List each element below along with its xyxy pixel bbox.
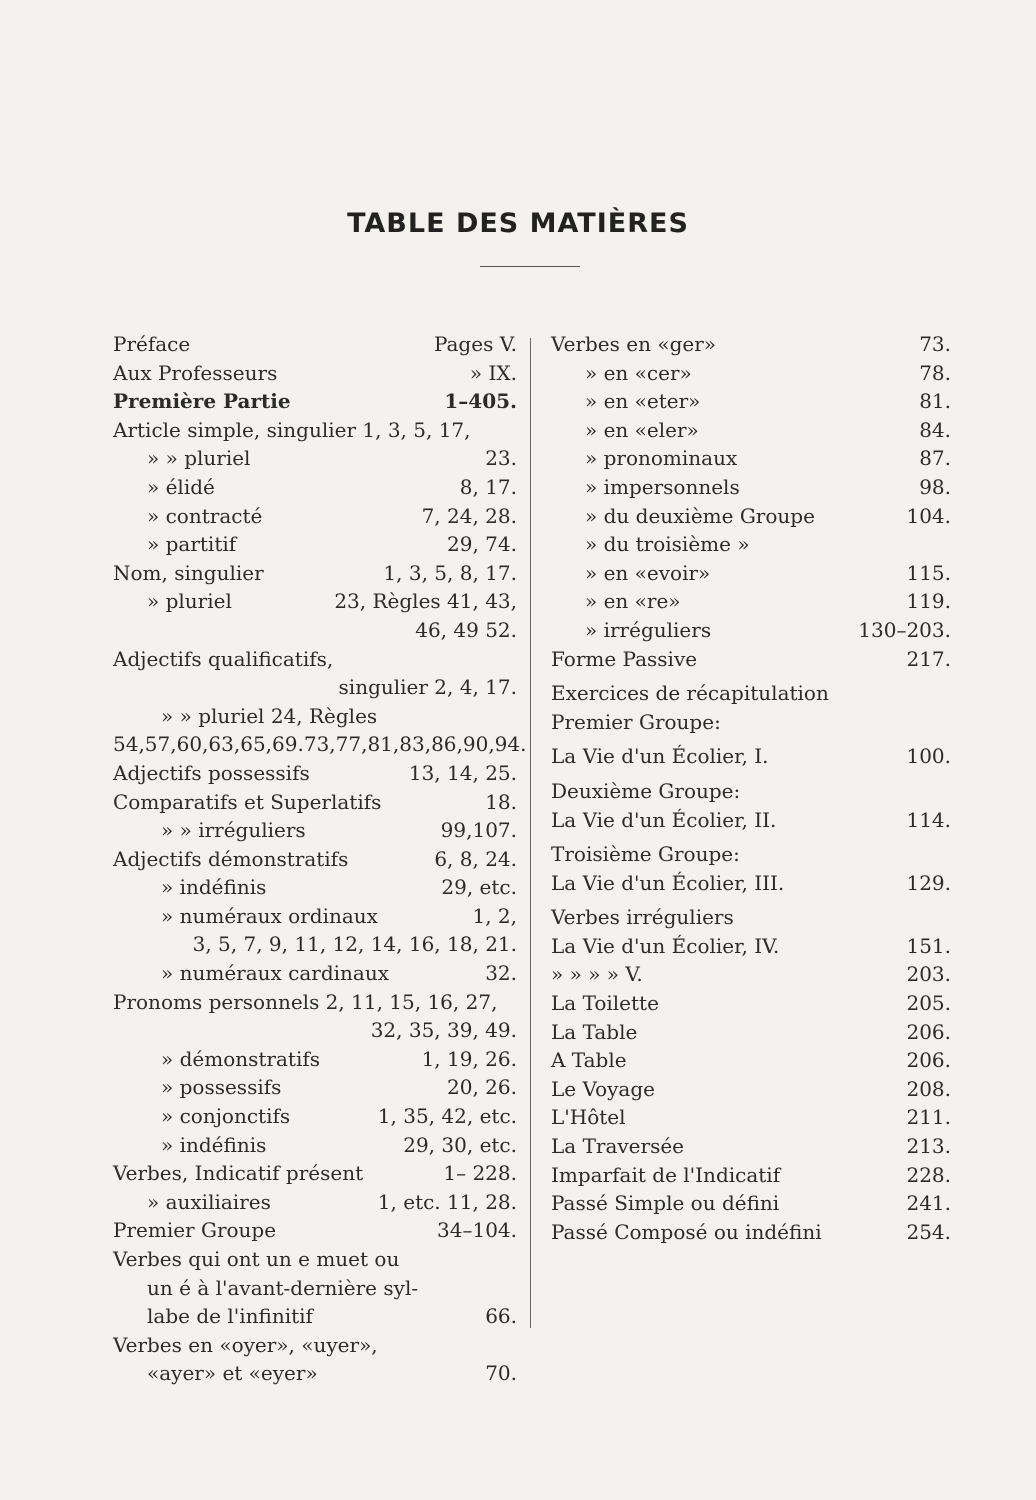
toc-entry-label: Préface [113,332,191,356]
toc-entry-page: 29, 74. [447,532,517,557]
toc-entry [113,416,517,445]
toc-entry-label: Aux Professeurs [113,360,278,385]
toc-entry [113,616,517,645]
toc-entry-label: » en «evoir» [585,560,711,585]
toc-entry [551,359,951,388]
toc-entry [113,1245,517,1274]
toc-entry [113,1159,517,1188]
toc-entry-page: 1, etc. 11, 28. [377,1189,517,1214]
toc-entry-page: 78. [919,360,951,385]
toc-entry-page: 1, 19, 26. [421,1046,517,1071]
toc-entry [551,416,951,445]
toc-entry-label: A Table [551,1048,627,1073]
toc-entry-page: 29, 30, etc. [403,1132,517,1157]
toc-entry-label: » numéraux ordinaux [161,903,378,928]
toc-entry [551,616,951,645]
toc-entry-label: Forme Passive [551,646,698,671]
toc-entry-page: 205. [906,991,951,1016]
toc-entry-label: Article simple, singulier 1, 3, 5, 17, [113,417,471,442]
toc-entry [113,673,517,702]
toc-entry [551,840,951,869]
toc-entry [113,587,517,616]
toc-entry-page: 70. [485,1361,517,1386]
toc-entry [551,1046,951,1075]
toc-entry-label: Verbes qui ont un e muet ou [113,1247,400,1271]
toc-entry-label: Verbes en «oyer», «uyer», [113,1332,378,1357]
toc-entry-page: 1, 2, [472,903,517,928]
toc-entry [113,530,517,559]
toc-entry [113,387,517,416]
toc-entry-label: » indéfinis [161,875,267,900]
toc-entry-page: 241. [906,1191,951,1216]
toc-entry [113,473,517,502]
toc-entry-label: » pluriel [147,589,232,614]
toc-entry [551,1018,951,1047]
toc-entry [113,816,517,845]
toc-entry-label: Passé Composé ou indéfini [551,1219,822,1244]
toc-entry-label: Passé Simple ou défini [551,1191,780,1216]
toc-entry-page: 213. [906,1134,951,1159]
toc-entry [113,1331,517,1360]
toc-entry [551,869,951,898]
toc-entry [551,777,951,806]
toc-entry [113,845,517,874]
toc-entry-page: 13, 14, 25. [408,760,517,785]
toc-entry-page: 228. [906,1162,951,1187]
toc-entry [113,1016,517,1045]
toc-entry-label: Premier Groupe: [551,709,721,734]
toc-entry [551,708,951,737]
toc-entry [113,1045,517,1074]
toc-entry-label: » démonstratifs [161,1046,321,1071]
toc-entry [551,444,951,473]
toc-entry-page: 34–104. [437,1218,517,1243]
toc-entry [113,930,517,959]
toc-entry-page: 1–405. [444,389,517,414]
toc-entry-label: Deuxième Groupe: [551,778,741,803]
toc-entry-label: La Toilette [551,991,659,1016]
toc-entry-page: singulier 2, 4, 17. [338,675,517,700]
toc-entry-page: 104. [906,503,951,528]
toc-entry-label: » indéfinis [161,1132,267,1157]
toc-entry [551,1132,951,1161]
toc-entry [551,1189,951,1218]
toc-entry-label: Verbes irréguliers [551,905,734,930]
toc-entry-label: Première Partie [113,389,291,414]
toc-entry-label: Adjectifs démonstratifs [113,846,349,871]
toc-entry [113,1359,517,1388]
toc-entry [551,1075,951,1104]
toc-entry-label: Comparatifs et Superlatifs [113,789,382,814]
toc-entry-page: 81. [919,389,951,414]
toc-entry [551,530,951,559]
toc-entry-page: 73. [919,332,951,356]
toc-entry-label: » irréguliers [585,617,712,642]
toc-entry-label: Premier Groupe [113,1218,277,1243]
toc-entry-page: 114. [906,807,951,832]
toc-entry-label: » du troisième » [585,532,750,557]
toc-entry-page: 98. [919,474,951,499]
toc-entry-label: » élidé [147,474,215,499]
toc-entry-label: » » irréguliers [161,818,306,843]
toc-entry-label: La Table [551,1019,638,1044]
toc-entry-label: Adjectifs qualificatifs, [113,646,334,671]
title-rule [480,266,580,267]
toc-entry [113,873,517,902]
toc-entry-page: 1– 228. [443,1161,517,1186]
toc-entry-label: » conjonctifs [161,1104,291,1129]
toc-entry-label: Verbes, Indicatif présent [113,1161,364,1186]
toc-entry-page: 46, 49 52. [415,617,517,642]
toc-entry-page: 254. [906,1219,951,1244]
toc-entry-label: » » pluriel [147,446,251,471]
toc-entry-page: 217. [906,646,951,671]
toc-left-column [113,330,527,1388]
toc-entry [113,645,517,674]
toc-entry-label: » partitif [147,532,237,557]
toc-entry-label: » » pluriel 24, Règles [161,703,378,728]
toc-entry [113,1302,517,1331]
toc-entry-page: 8, 17. [459,474,517,499]
toc-entry [113,702,517,731]
toc-entry [113,959,517,988]
toc-entry [551,387,951,416]
toc-entry [113,1216,517,1245]
toc-entry [551,473,951,502]
toc-entry [551,903,951,932]
toc-entry-page: 18. [485,789,517,814]
toc-entry-label: Exercices de récapitulation [551,681,829,706]
toc-entry-page: 206. [906,1048,951,1073]
toc-entry [113,730,527,759]
toc-entry-label: La Vie d'un Écolier, II. [551,807,777,832]
toc-entry-label: L'Hôtel [551,1105,626,1130]
toc-entry-label: » du deuxième Groupe [585,503,815,528]
toc-entry-label: » pronominaux [585,446,738,471]
page-title: TABLE DES MATIÈRES [347,208,689,239]
toc-entry-page: 20, 26. [447,1075,517,1100]
toc-entry [113,1073,517,1102]
toc-entry-label: » auxiliaires [147,1189,271,1214]
toc-entry-page: 6, 8, 24. [434,846,517,871]
toc-entry-label: Verbes en «ger» [551,332,717,356]
toc-entry-label: » en «re» [585,589,681,614]
toc-entry [551,989,951,1018]
toc-entry [113,559,517,588]
toc-entry-page: 23, Règles 41, 43, [334,589,517,614]
toc-entry [113,1131,517,1160]
toc-entry-label: » possessifs [161,1075,282,1100]
toc-entry-page: 99,107. [440,818,517,843]
toc-entry-label: La Vie d'un Écolier, III. [551,870,785,895]
toc-entry-label: » numéraux cardinaux [161,961,390,986]
toc-entry-page: 32. [485,961,517,986]
toc-entry-page: 206. [906,1019,951,1044]
toc-entry-label: La Traversée [551,1134,685,1159]
toc-entry [551,1218,951,1247]
toc-entry-page: 129. [906,870,951,895]
toc-entry-label: un é à l'avant-dernière syl- [147,1275,419,1300]
toc-entry-label: » impersonnels [585,474,740,499]
toc-entry-label: » en «eler» [585,417,699,442]
toc-entry-label: «ayer» et «eyer» [147,1361,318,1386]
toc-entry-label: » contracté [147,503,263,528]
toc-entry [551,502,951,531]
toc-entry-page: 211. [906,1105,951,1130]
toc-entry-page: 203. [906,962,951,987]
toc-entry [113,359,517,388]
toc-entry-page: 130–203. [858,617,951,642]
toc-entry-page: 115. [906,560,951,585]
toc-entry [551,1103,951,1132]
toc-entry-page: 151. [906,933,951,958]
toc-entry-label: Adjectifs possessifs [113,760,310,785]
toc-entry [551,806,951,835]
toc-entry-page: 29, etc. [441,875,517,900]
toc-entry-label: labe de l'infinitif [147,1304,313,1329]
toc-entry [551,1161,951,1190]
toc-entry-label: Troisième Groupe: [551,842,740,867]
toc-entry [551,330,951,359]
toc-entry [113,502,517,531]
toc-entry [113,330,517,359]
toc-entry-page: 32, 35, 39, 49. [370,1018,517,1043]
toc-entry-page: 23. [485,446,517,471]
toc-entry [113,759,517,788]
toc-entry [551,559,951,588]
toc-entry-label: 3, 5, 7, 9, 11, 12, 14, 16, 18, 21. [192,932,517,957]
toc-entry-label: Nom, singulier [113,560,264,585]
toc-entry-page: 84. [919,417,951,442]
toc-entry-label: » » » » V. [551,962,643,987]
column-divider [530,338,531,1328]
toc-entry-label: Le Voyage [551,1076,655,1101]
toc-entry-label: 54,57,60,63,65,69.73,77,81,83,86,90,94. [113,732,527,757]
toc-entry-label: La Vie d'un Écolier, I. [551,744,769,769]
toc-entry-page: 1, 3, 5, 8, 17. [383,560,517,585]
toc-entry [551,932,951,961]
toc-entry [113,1102,517,1131]
toc-entry [113,444,517,473]
toc-entry [551,645,951,674]
toc-entry [551,587,951,616]
toc-entry-label: Imparfait de l'Indicatif [551,1162,781,1187]
toc-entry [113,1274,517,1303]
toc-entry-page: 1, 35, 42, etc. [377,1104,517,1129]
toc-entry [551,742,951,771]
toc-entry-page: 119. [906,589,951,614]
toc-entry-label: Pronoms personnels 2, 11, 15, 16, 27, [113,989,498,1014]
toc-entry-page: 208. [906,1076,951,1101]
toc-entry-label: » en «cer» [585,360,692,385]
toc-entry [551,960,951,989]
toc-entry [113,788,517,817]
toc-right-column [551,330,951,1246]
toc-entry-page: 87. [919,446,951,471]
toc-entry-page: Pages V. [433,332,517,356]
toc-entry-label: » en «eter» [585,389,701,414]
toc-entry [113,902,517,931]
toc-entry-page: 66. [485,1304,517,1329]
toc-entry [113,1188,517,1217]
toc-entry-page: » IX. [469,360,517,385]
toc-entry-page: 7, 24, 28. [421,503,517,528]
toc-entry [113,988,517,1017]
toc-entry-label: La Vie d'un Écolier, IV. [551,933,780,958]
toc-entry [551,679,951,708]
toc-entry-page: 100. [906,744,951,769]
